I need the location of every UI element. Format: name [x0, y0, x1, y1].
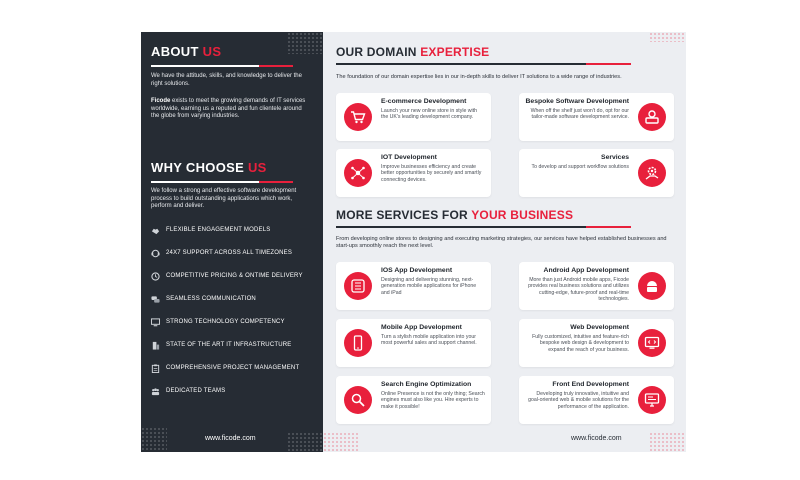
card-title: Bespoke Software Development: [525, 98, 629, 105]
service-card[interactable]: [519, 93, 674, 141]
card-description: Improve businesses efficiency and create better opportunities by securely and smartly connecting devices.: [381, 164, 482, 183]
more-services-title-accent: YOUR BUSINESS: [471, 208, 574, 222]
seo-icon: [344, 386, 372, 414]
feature-item: [151, 338, 319, 352]
about-paragraph-1: We have the attitude, skills, and knowledge to deliver the right solutions.: [151, 73, 302, 87]
card-description: To develop and support workflow solutions: [531, 164, 629, 170]
feature-label: DEDICATED TEAMS: [166, 388, 226, 394]
card-description: Fully customized, intuitive and feature-rich bespoke web design & development to expand the reach of your business.: [532, 334, 629, 353]
feature-item: [151, 361, 319, 375]
feature-label: COMPREHENSIVE PROJECT MANAGEMENT: [166, 365, 300, 371]
card-title: E-commerce Development: [381, 98, 467, 105]
technology-icon: [151, 318, 160, 327]
card-title: IOS App Development: [381, 267, 453, 274]
more-services-title: MORE SERVICES FOR: [336, 208, 468, 222]
card-description: Online Presence is not the only thing; Search engines must also like you. Hire experts to make it possible!: [381, 391, 485, 410]
why-title-accent: US: [247, 160, 267, 175]
dot-pattern-top-right: [649, 32, 686, 42]
gear-hand-icon: [638, 159, 666, 187]
domain-title-accent: EXPERTISE: [420, 45, 490, 59]
domain-heading: [336, 45, 489, 59]
more-services-intro: From developing online stores to designing and executing marketing strategies, our services have helped established businesses and start-ups smoothly reach the next level.: [336, 236, 667, 249]
website-url[interactable]: www.ficode.com: [205, 435, 256, 442]
feature-item: [151, 384, 319, 398]
feature-item: [151, 246, 319, 260]
feature-item: [151, 223, 319, 237]
why-paragraph: We follow a strong and effective software development process to build outstanding applications which work, perform and deliver.: [151, 188, 297, 210]
domain-intro: The foundation of our domain expertise lies in our in-depth skills to deliver IT solutions to a wide range of industries.: [336, 74, 622, 80]
card-description: Developing truly innovative, intuitive and goal-oriented web & mobile solutions for the performance of the application.: [528, 391, 629, 410]
service-card[interactable]: [336, 262, 491, 310]
building-icon: [151, 341, 160, 350]
card-description: When off the shelf just won't do, opt for our tailor-made software development service.: [530, 108, 629, 121]
card-title: Android App Development: [543, 267, 629, 274]
card-title: Services: [601, 154, 629, 161]
feature-label: STATE OF THE ART IT INFRASTRUCTURE: [166, 342, 292, 348]
dot-pattern-bottom-left: [141, 427, 167, 452]
iot-network-icon: [344, 159, 372, 187]
feature-label: COMPETITIVE PRICING & ONTIME DELIVERY: [166, 273, 303, 279]
feature-item: [151, 292, 319, 306]
dot-pattern-bottom-right: [287, 432, 323, 452]
android-icon: [638, 272, 666, 300]
about-underline: [151, 65, 259, 67]
service-card[interactable]: [336, 149, 491, 197]
about-underline-accent: [259, 65, 293, 67]
card-title: IOT Development: [381, 154, 437, 161]
service-card[interactable]: [519, 319, 674, 367]
about-heading: [151, 44, 221, 59]
domain-title: OUR DOMAIN: [336, 45, 417, 59]
about-title-accent: US: [202, 44, 222, 59]
front-end-icon: [638, 386, 666, 414]
card-description: Designing and delivering stunning, next-generation mobile applications for iPhone and iPad: [381, 277, 477, 296]
card-title: Search Engine Optimization: [381, 381, 472, 388]
feature-label: SEAMLESS COMMUNICATION: [166, 296, 256, 302]
feature-item: [151, 269, 319, 283]
domain-underline: [336, 63, 586, 65]
shopping-cart-icon: [344, 103, 372, 131]
feature-label: FLEXIBLE ENGAGEMENT MODELS: [166, 227, 271, 233]
card-description: Turn a stylish mobile application into your most powerful sales and support channel.: [381, 334, 477, 347]
price-clock-icon: [151, 272, 160, 281]
feature-item: [151, 315, 319, 329]
right-panel: [323, 32, 686, 452]
service-card[interactable]: [519, 376, 674, 424]
card-description: More than just Android mobile apps, Ficode provides real business solutions and utilizes cutting-edge, future-proof and real-time technologies.: [528, 277, 629, 303]
dot-pattern-bottom-left: [323, 432, 359, 452]
mobile-app-icon: [344, 329, 372, 357]
web-development-icon: [638, 329, 666, 357]
clipboard-icon: [151, 364, 160, 373]
about-title: ABOUT: [151, 44, 199, 59]
feature-label: 24X7 SUPPORT ACROSS ALL TIMEZONES: [166, 250, 293, 256]
dot-pattern-top: [287, 32, 323, 54]
more-services-underline: [336, 226, 586, 228]
more-services-underline-accent: [586, 226, 631, 228]
service-card[interactable]: [336, 376, 491, 424]
brochure: [141, 32, 686, 452]
why-underline: [151, 181, 259, 183]
support-24-icon: [151, 249, 160, 258]
why-heading: [151, 160, 267, 175]
service-card[interactable]: [519, 262, 674, 310]
dot-pattern-bottom-right: [649, 432, 686, 452]
brand-name: Ficode: [151, 98, 171, 104]
service-card[interactable]: [336, 93, 491, 141]
card-description: Launch your new online store in style with the UK's leading development company.: [381, 108, 478, 121]
more-services-heading: [336, 208, 573, 222]
card-title: Mobile App Development: [381, 324, 462, 331]
service-card[interactable]: [519, 149, 674, 197]
website-url[interactable]: www.ficode.com: [571, 435, 622, 442]
ios-app-icon: [344, 272, 372, 300]
left-panel: [141, 32, 323, 452]
card-title: Front End Development: [552, 381, 629, 388]
communication-icon: [151, 295, 160, 304]
feature-label: STRONG TECHNOLOGY COMPETENCY: [166, 319, 285, 325]
team-icon: [151, 387, 160, 396]
card-title: Web Development: [570, 324, 629, 331]
why-title: WHY CHOOSE: [151, 160, 245, 175]
about-paragraph-2: Ficode exists to meet the growing demands of IT services worldwide, earning us a reputed and fun clientele around the globe from varying industries.: [151, 98, 306, 120]
bespoke-software-icon: [638, 103, 666, 131]
handshake-icon: [151, 226, 160, 235]
domain-underline-accent: [586, 63, 631, 65]
service-card[interactable]: [336, 319, 491, 367]
why-underline-accent: [259, 181, 293, 183]
